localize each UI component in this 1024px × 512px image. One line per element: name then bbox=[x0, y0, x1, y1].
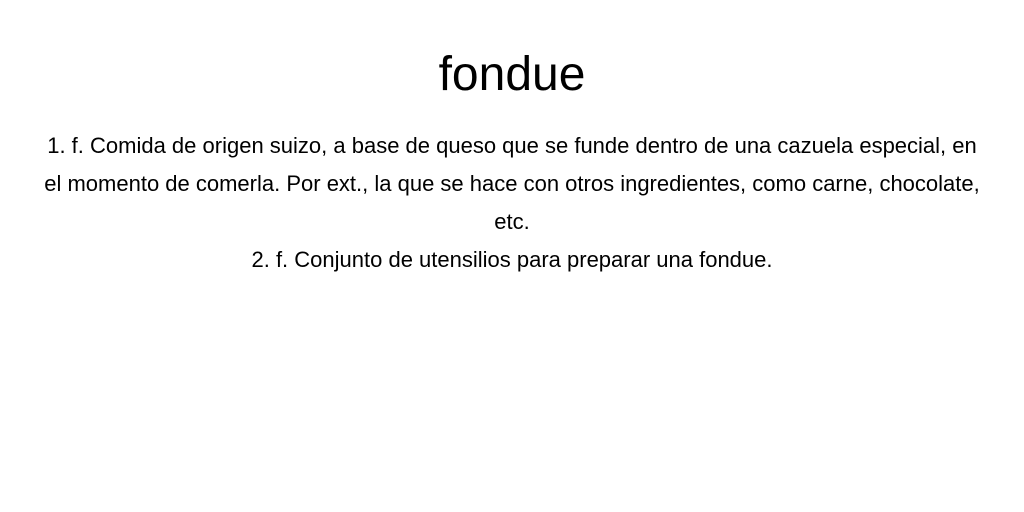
sense-item: 1. f. Comida de origen suizo, a base de queso que se funde dentro de una cazuela especial, en el momento de comerla. Por ext., la que se hace con otros ingredientes, como carne, chocolate, etc. bbox=[44, 133, 980, 234]
entry-headword: fondue bbox=[438, 48, 586, 101]
sense-item: 2. f. Conjunto de utensilios para preparar una fondue. bbox=[251, 247, 773, 272]
sense-list bbox=[40, 127, 984, 279]
